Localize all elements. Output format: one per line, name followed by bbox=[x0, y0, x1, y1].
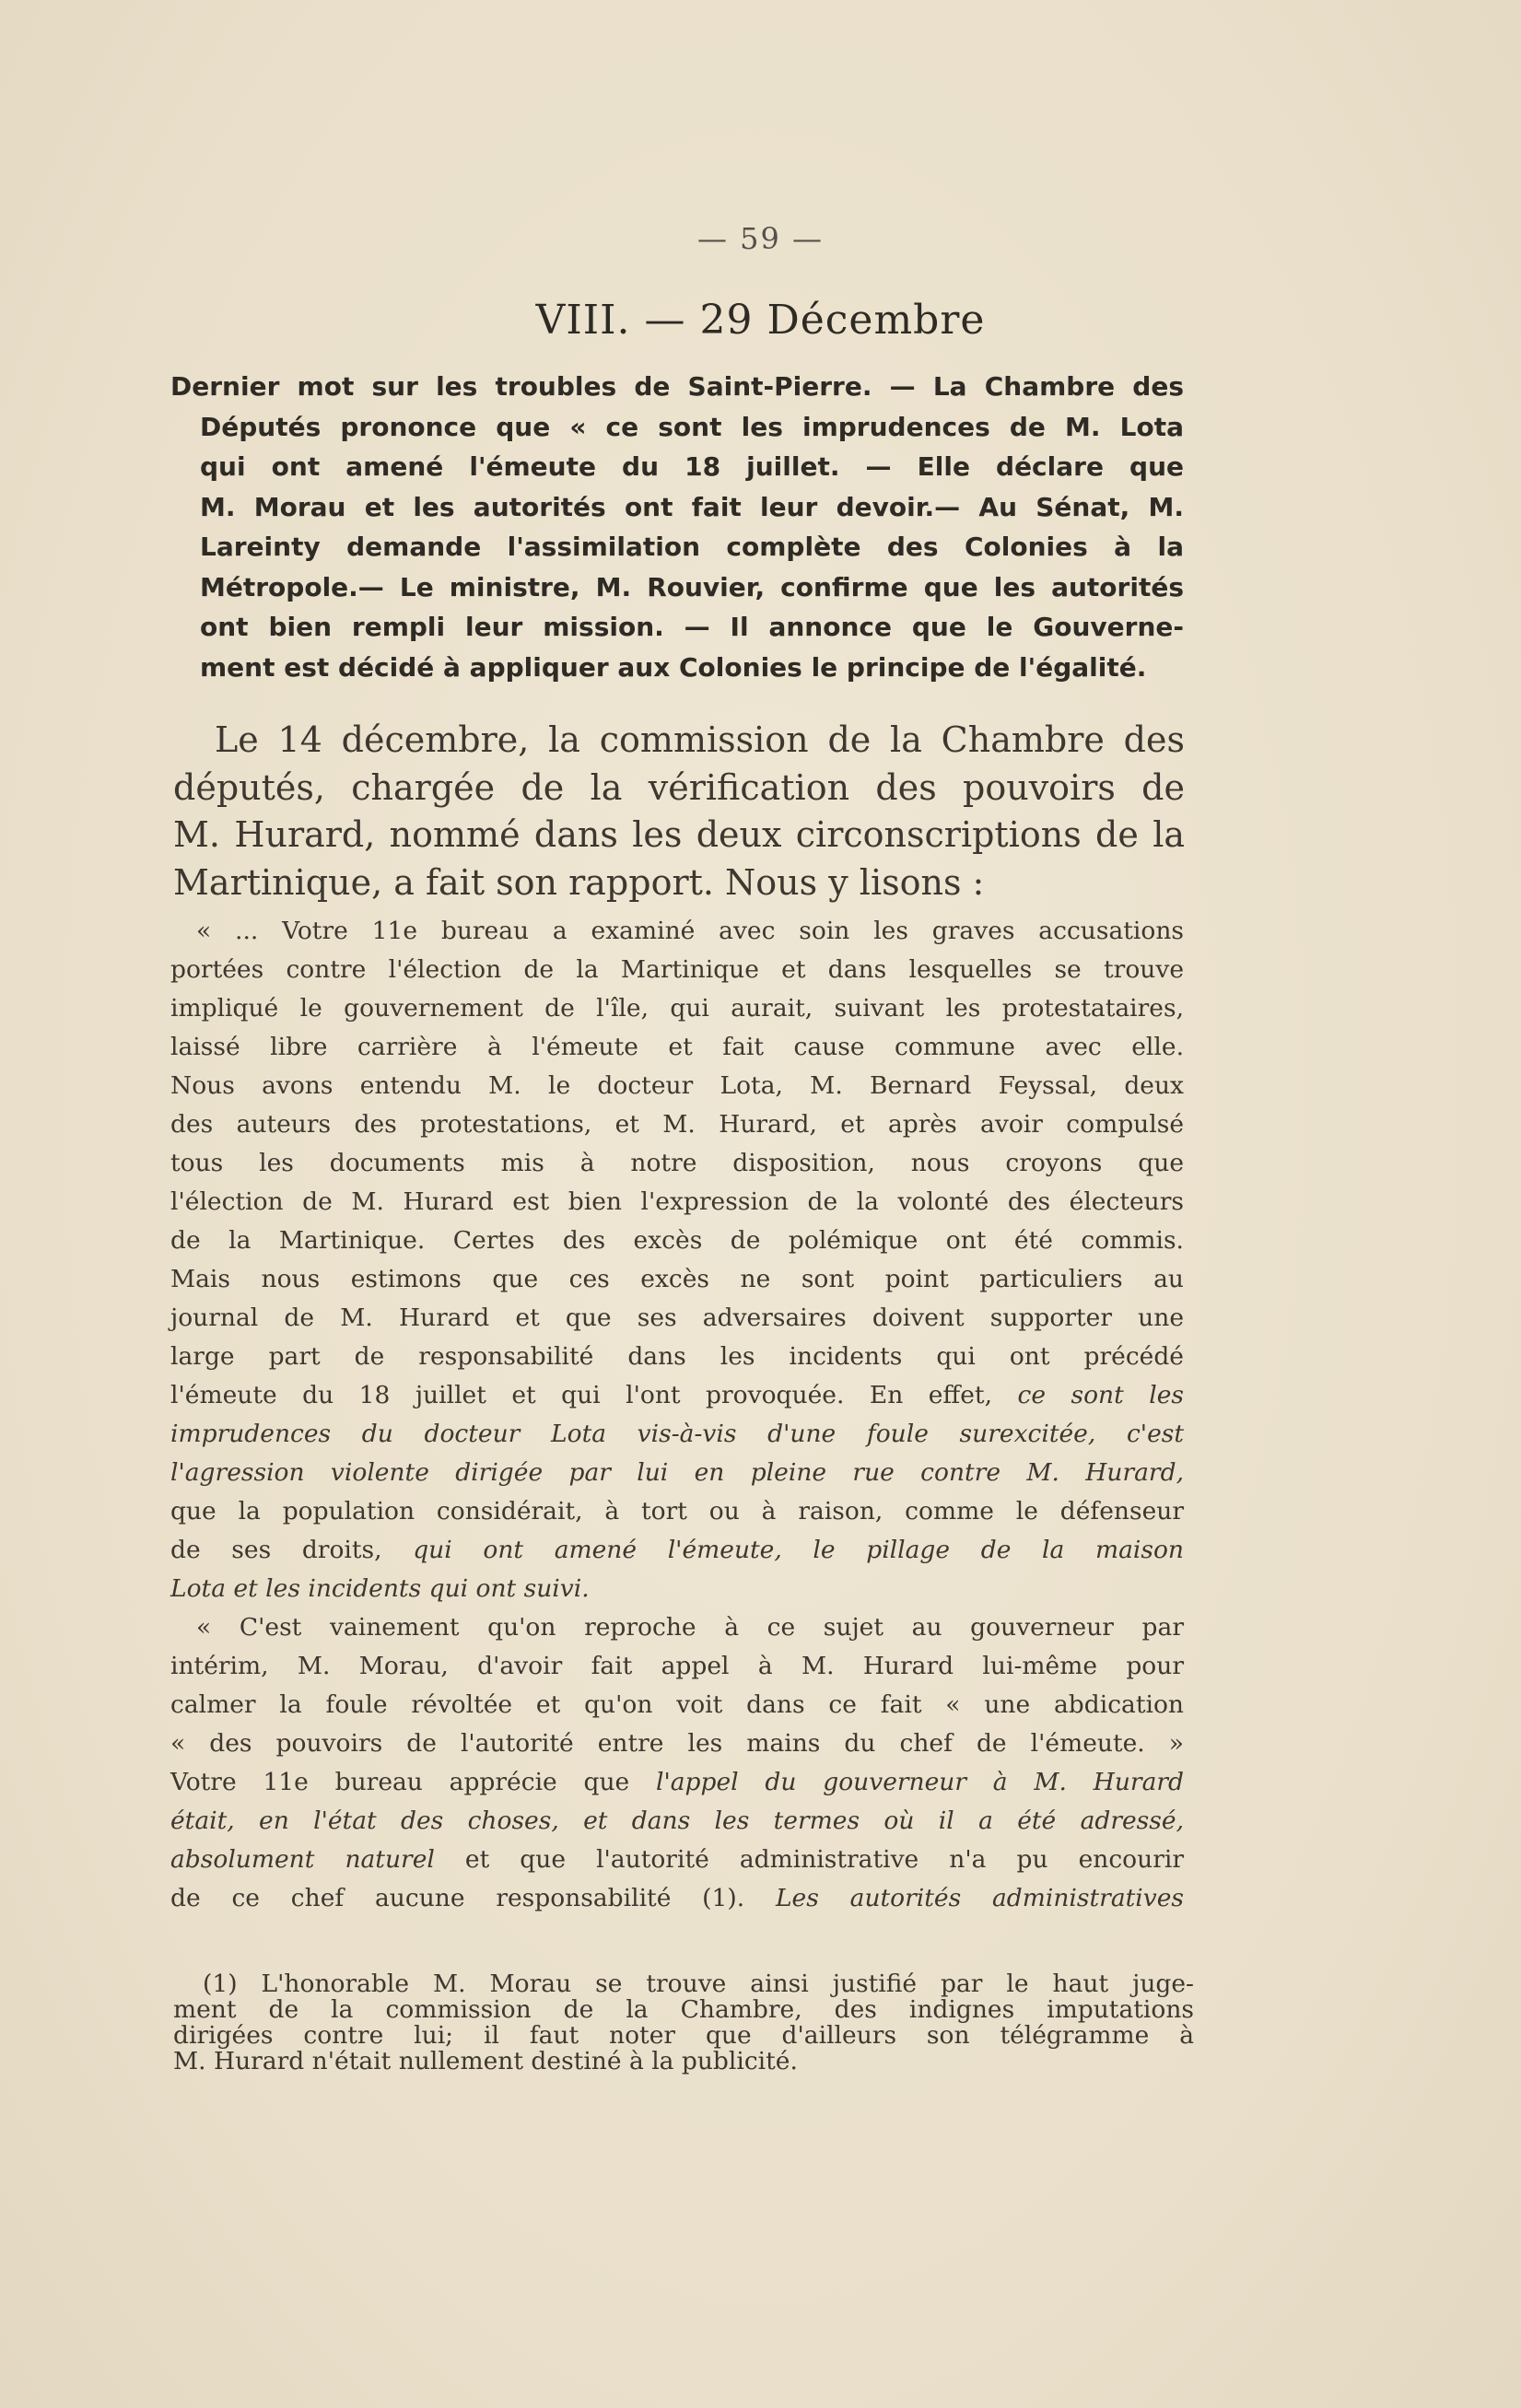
quote-italic: Les autorités administratives bbox=[775, 1884, 1184, 1912]
summary-line: Lareinty demande l'assimilation complète des Colonies à la bbox=[200, 532, 1184, 562]
quoted-report bbox=[170, 912, 1184, 1918]
quote-line bbox=[170, 1879, 1184, 1918]
quote-text: de ce chef aucune responsabilité (1). bbox=[170, 1884, 776, 1912]
summary-line: Députés prononce que « ce sont les imprudences de M. Lota bbox=[200, 411, 1184, 442]
footnote-line: ment de la commission de la Chambre, des indignes imputations bbox=[173, 1995, 1194, 2024]
summary-line: qui ont amené l'émeute du 18 juillet. — Elle déclare que bbox=[200, 451, 1184, 482]
quote-text: et que l'autorité administrative n'a pu encourir bbox=[434, 1845, 1184, 1874]
quote-text: Votre 11e bureau apprécie que bbox=[170, 1768, 656, 1796]
quote-line: tous les documents mis à notre disposition, nous croyons que bbox=[170, 1149, 1184, 1177]
quote-italic: imprudences du docteur Lota vis-à-vis d'une foule surexcitée, c'est bbox=[170, 1420, 1184, 1448]
quote-italic: l'agression violente dirigée par lui en pleine rue contre M. Hurard, bbox=[170, 1458, 1184, 1487]
summary-line: Métropole.— Le ministre, M. Rouvier, confirme que les autorités bbox=[200, 571, 1184, 602]
quote-italic: absolument naturel bbox=[170, 1845, 435, 1874]
quote-line: que la population considérait, à tort ou à raison, comme le défenseur bbox=[170, 1497, 1184, 1525]
summary-line: ment est décidé à appliquer aux Colonies le principe de l'égalité. bbox=[200, 651, 1147, 683]
footnote-line: M. Hurard n'était nullement destiné à la publicité. bbox=[173, 2047, 798, 2075]
quote-line bbox=[170, 1763, 1184, 1802]
quote-line: « C'est vainement qu'on reproche à ce sujet au gouverneur par bbox=[196, 1613, 1184, 1642]
page-number: — 59 — bbox=[696, 221, 825, 256]
quote-line: de la Martinique. Certes des excès de polémique ont été commis. bbox=[170, 1226, 1184, 1255]
quote-line bbox=[170, 1531, 1184, 1570]
quote-italic: l'appel du gouverneur à M. Hurard bbox=[656, 1768, 1184, 1796]
quote-line: portées contre l'élection de la Martinique et dans lesquelles se trouve bbox=[170, 955, 1184, 984]
footnote-line: (1) L'honorable M. Morau se trouve ainsi justifié par le haut juge- bbox=[203, 1970, 1194, 1998]
quote-line: laissé libre carrière à l'émeute et fait cause commune avec elle. bbox=[170, 1033, 1184, 1061]
quote-line bbox=[170, 1570, 1184, 1608]
quote-italic: ce sont les bbox=[1017, 1381, 1184, 1409]
lead-line: Martinique, a fait son rapport. Nous y lisons : bbox=[173, 861, 985, 903]
quote-line: Nous avons entendu M. le docteur Lota, M. Bernard Feyssal, deux bbox=[170, 1071, 1184, 1100]
footnote-line: dirigées contre lui; il faut noter que d'ailleurs son télégramme à bbox=[173, 2021, 1194, 2050]
footnote bbox=[173, 1971, 1194, 2075]
quote-line: Mais nous estimons que ces excès ne sont point particuliers au bbox=[170, 1265, 1184, 1293]
quote-line: calmer la foule révoltée et qu'on voit dans ce fait « une abdication bbox=[170, 1690, 1184, 1719]
lead-line: députés, chargée de la vérification des pouvoirs de bbox=[173, 766, 1185, 808]
lead-line: M. Hurard, nommé dans les deux circonscriptions de la bbox=[173, 814, 1185, 855]
lead-line: Le 14 décembre, la commission de la Chambre des bbox=[215, 719, 1185, 760]
quote-italic: Lota et les incidents qui ont suivi. bbox=[170, 1574, 590, 1603]
quote-line: intérim, M. Morau, d'avoir fait appel à M. Hurard lui-même pour bbox=[170, 1652, 1184, 1680]
lead-paragraph bbox=[173, 717, 1185, 906]
quote-line bbox=[170, 1841, 1184, 1879]
summary-line: ont bien rempli leur mission. — Il annonce que le Gouverne- bbox=[200, 612, 1184, 642]
quote-text: de ses droits, bbox=[170, 1536, 414, 1564]
quote-italic: était, en l'état des choses, et dans les termes où il a été adressé, bbox=[170, 1806, 1184, 1835]
quote-line: impliqué le gouvernement de l'île, qui aurait, suivant les protestataires, bbox=[170, 994, 1184, 1023]
summary-line: Dernier mot sur les troubles de Saint-Pierre. — La Chambre des bbox=[170, 371, 1184, 402]
quote-line bbox=[170, 1802, 1184, 1841]
chapter-summary bbox=[170, 367, 1184, 687]
quote-italic: qui ont amené l'émeute, le pillage de la maison bbox=[413, 1536, 1184, 1564]
quote-text: l'émeute du 18 juillet et qui l'ont provoquée. En effet, bbox=[170, 1381, 1018, 1409]
quote-line bbox=[170, 1376, 1184, 1415]
quote-line: large part de responsabilité dans les incidents qui ont précédé bbox=[170, 1342, 1184, 1371]
summary-line: M. Morau et les autorités ont fait leur devoir.— Au Sénat, M. bbox=[200, 491, 1184, 522]
quote-line: des auteurs des protestations, et M. Hurard, et après avoir compulsé bbox=[170, 1110, 1184, 1139]
quote-line: « des pouvoirs de l'autorité entre les mains du chef de l'émeute. » bbox=[170, 1729, 1184, 1758]
quote-line: « ... Votre 11e bureau a examiné avec soin les graves accusations bbox=[196, 917, 1184, 945]
quote-line bbox=[170, 1454, 1184, 1492]
quote-line: l'élection de M. Hurard est bien l'expression de la volonté des électeurs bbox=[170, 1187, 1184, 1216]
quote-line: journal de M. Hurard et que ses adversaires doivent supporter une bbox=[170, 1303, 1184, 1332]
chapter-title: VIII. — 29 Décembre bbox=[535, 297, 986, 344]
quote-line bbox=[170, 1415, 1184, 1454]
